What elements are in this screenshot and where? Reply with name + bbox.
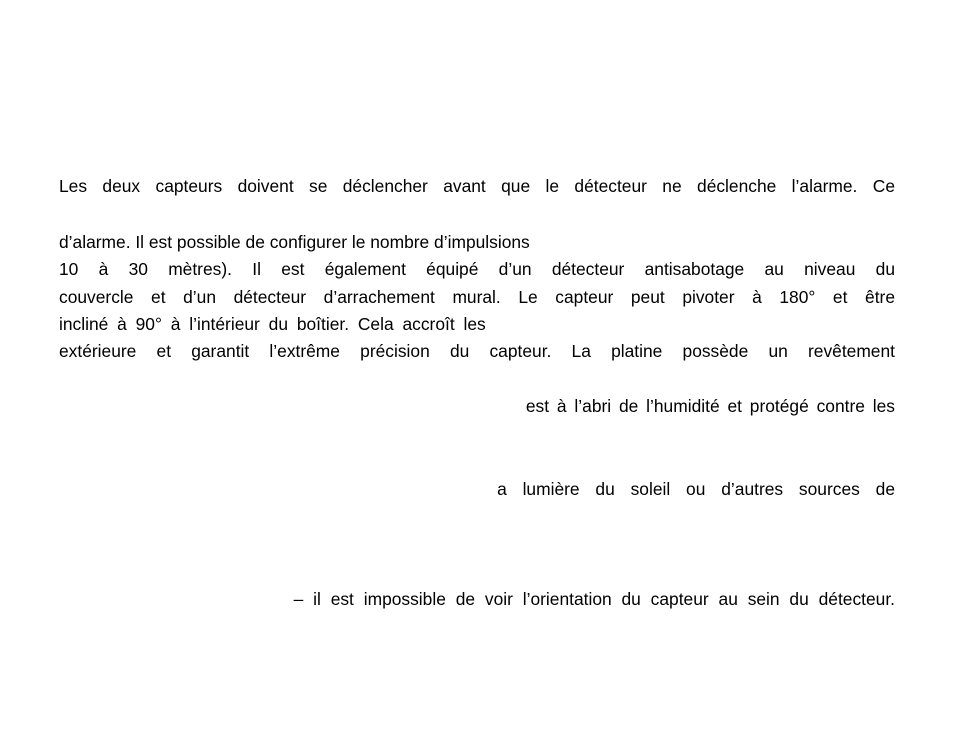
text-line-3: 10 à 30 mètres). Il est également équipé d’un détecteur antisabotage au niveau du xyxy=(59,259,895,279)
text-line-2: d’alarme. Il est possible de configurer le nombre d’impulsions xyxy=(59,232,530,252)
text-line-4: couvercle et d’un détecteur d’arrachement mural. Le capteur peut pivoter à 180° et être xyxy=(59,287,895,307)
text-line-8: a lumière du soleil ou d’autres sources de xyxy=(497,479,895,499)
text-line-5: incliné à 90° à l’intérieur du boîtier. Cela accroît les xyxy=(59,314,486,334)
text-line-9: – il est impossible de voir l’orientation du capteur au sein du détecteur. xyxy=(293,589,895,609)
text-line-1: Les deux capteurs doivent se déclencher avant que le détecteur ne déclenche l’alarme. Ce xyxy=(59,176,895,196)
text-line-6: extérieure et garantit l’extrême précision du capteur. La platine possède un revêtement xyxy=(59,341,895,361)
text-line-7: est à l’abri de l’humidité et protégé contre les xyxy=(525,396,895,416)
